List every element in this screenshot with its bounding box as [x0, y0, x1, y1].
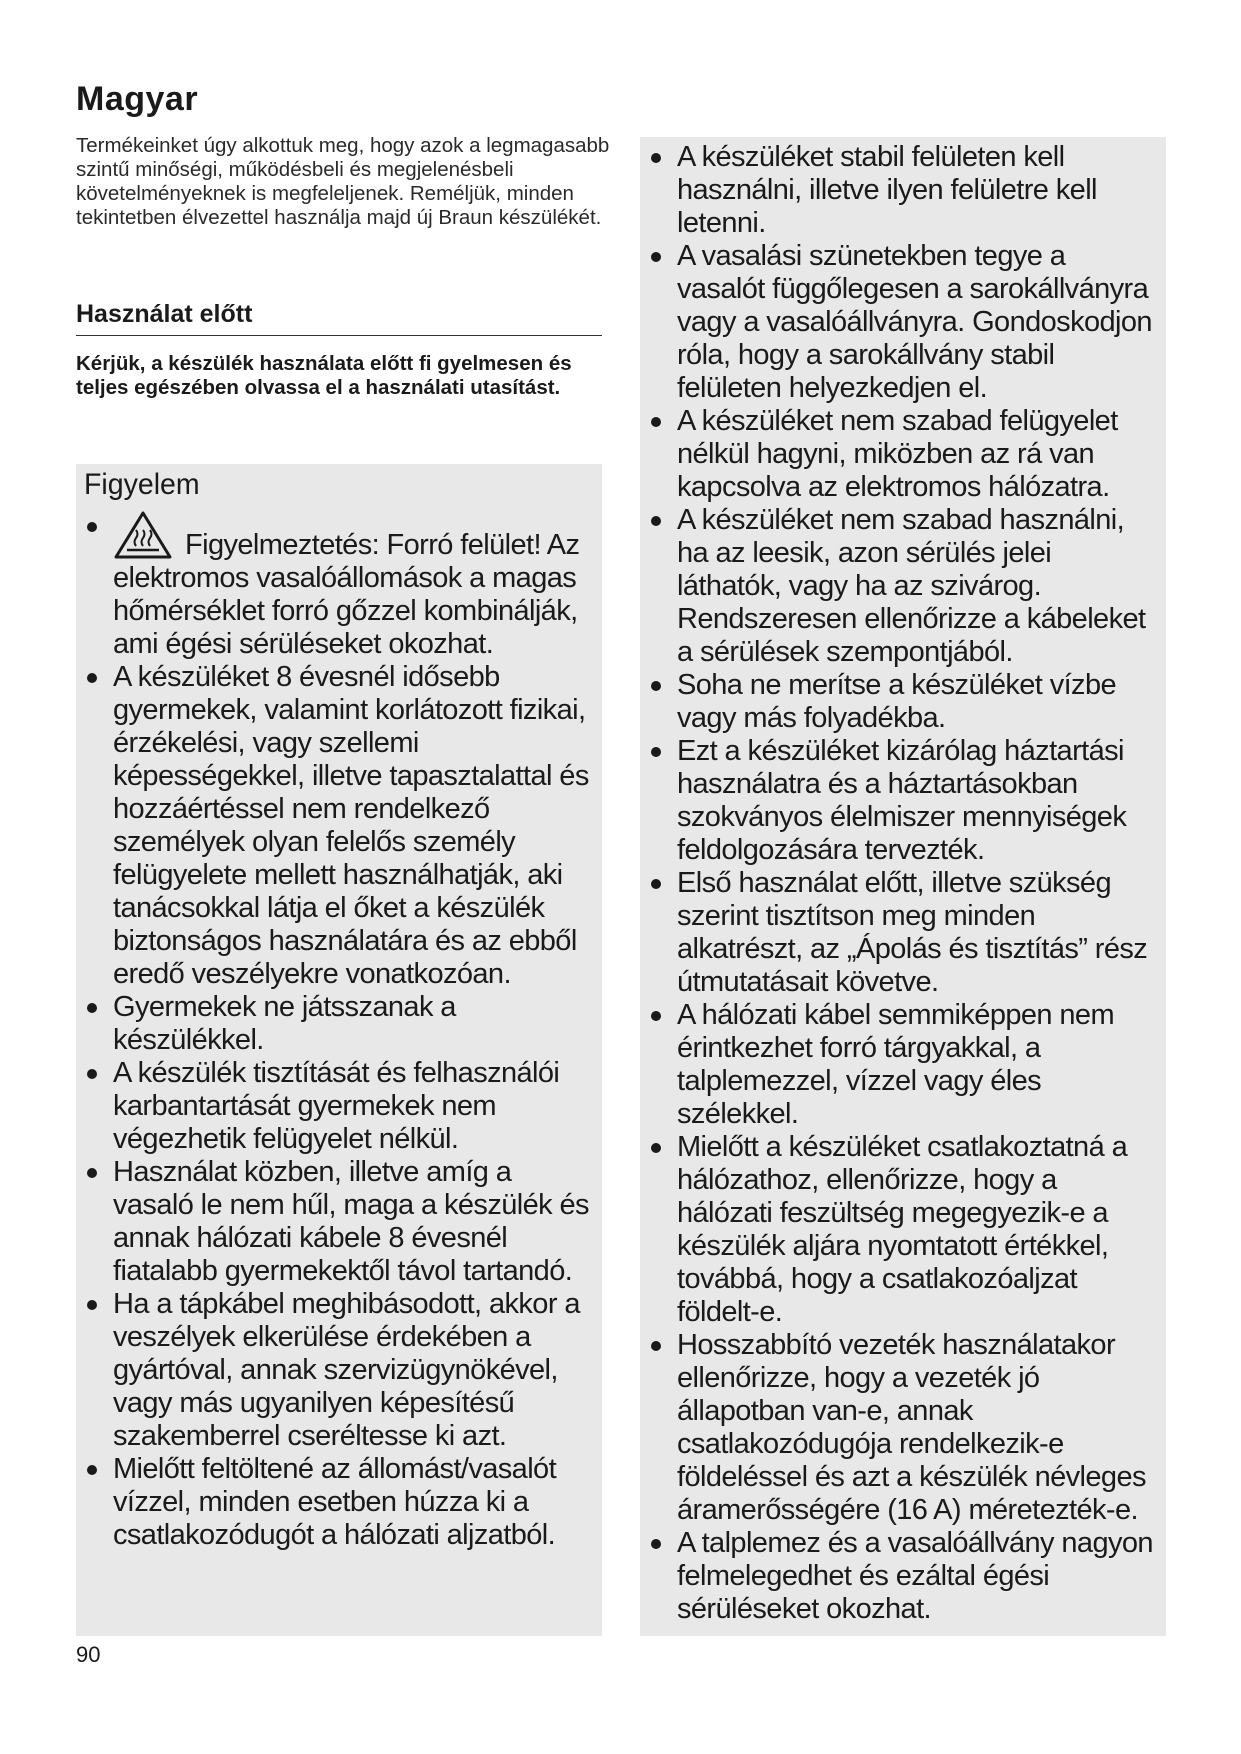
safety-panel: [640, 137, 1166, 1636]
language-title: Magyar: [76, 80, 199, 118]
list-item: Mielőtt a készüléket csatlakoztatná a hálózathoz, ellenőrizze, hogy a hálózati feszültség megegyezik-e a készülék aljára nyomtatott értékkel, továbbá, hogy a csatlakozóaljzat földelt-e.: [648, 1131, 1158, 1329]
intro-paragraph: Termékeinket úgy alkottuk meg, hogy azok a legmagasabb szintű minőségi, működésbeli és megjelenésbeli követelményeknek is megfeleljenek. Reméljük, minden tekintetben élvezettel használja majd új Braun készülékét.: [76, 134, 610, 229]
list-item: A talplemez és a vasalóállvány nagyon felmelegedhet és ezáltal égési sérüléseket okozhat.: [648, 1527, 1158, 1626]
list-item: A készüléket 8 évesnél idősebb gyermekek, valamint korlátozott fizikai, érzékelési, vagy szellemi képességekkel, illetve tapasztalattal és hozzáértéssel nem rendelkező személyek olyan felelős személy felügyelete mellett használhatják, aki tanácsokkal látja el őket a készülék biztonságos használatára és az ebből eredő veszélyekre vonatkozóan.: [84, 661, 594, 991]
safety-list: [648, 141, 1158, 1626]
list-item: Mielőtt feltöltené az állomást/vasalót vízzel, minden esetben húzza ki a csatlakozódugót a hálózati aljzatból.: [84, 1453, 594, 1552]
hot-surface-warning-icon: [113, 510, 173, 560]
list-item: Első használat előtt, illetve szükség szerint tisztítson meg minden alkatrészt, az „Ápolás és tisztítás” rész útmutatásait követve.: [648, 867, 1158, 999]
read-instructions-note: Kérjük, a készülék használata előtt fi gyelmesen és teljes egészében olvassa el a használati utasítást.: [76, 352, 572, 399]
list-item: Ezt a készüléket kizárólag háztartási használatra és a háztartásokban szokványos élelmiszer mennyiségek feldolgozására tervezték.: [648, 735, 1158, 867]
list-item: Hosszabbító vezeték használatakor ellenőrizze, hogy a vezeték jó állapotban van-e, annak csatlakozódugója rendelkezik-e földeléssel és azt a készülék névleges áramerősségére (16 A) méretezték-e.: [648, 1329, 1158, 1527]
list-item: A vasalási szünetekben tegye a vasalót függőlegesen a sarokállványra vagy a vasalóállványra. Gondoskodjon róla, hogy a sarokállvány stabil felületen helyezkedjen el.: [648, 240, 1158, 405]
warning-list: [84, 510, 594, 1552]
page-number: 90: [76, 1642, 101, 1667]
section-heading: Használat előtt: [76, 300, 602, 336]
list-item: Figyelmeztetés: Forró felület! Az elektromos vasalóállomások a magas hőmérséklet forró gőzzel kombinálják, ami égési sérüléseket okozhat.: [84, 510, 594, 661]
list-item: A készüléket nem szabad felügyelet nélkül hagyni, miközben az rá van kapcsolva az elektromos hálózatra.: [648, 405, 1158, 504]
list-item: Gyermekek ne játsszanak a készülékkel.: [84, 991, 594, 1057]
list-item: Ha a tápkábel meghibásodott, akkor a veszélyek elkerülése érdekében a gyártóval, annak szervizügynökével, vagy más ugyanilyen képesítésű szakemberrel cseréltesse ki azt.: [84, 1288, 594, 1453]
list-item: Soha ne merítse a készüléket vízbe vagy más folyadékba.: [648, 669, 1158, 735]
list-item: A készülék tisztítását és felhasználói karbantartását gyermekek nem végezhetik felügyelet nélkül.: [84, 1057, 594, 1156]
warning-panel: [76, 464, 602, 1636]
warning-panel-title: Figyelem: [84, 468, 200, 501]
list-item: A készüléket stabil felületen kell használni, illetve ilyen felületre kell letenni.: [648, 141, 1158, 240]
list-item: Használat közben, illetve amíg a vasaló le nem hűl, maga a készülék és annak hálózati kábele 8 évesnél fiatalabb gyermekektől távol tartandó.: [84, 1156, 594, 1288]
list-item: A hálózati kábel semmiképpen nem érintkezhet forró tárgyakkal, a talplemezzel, vízzel vagy éles szélekkel.: [648, 999, 1158, 1131]
list-item: A készüléket nem szabad használni, ha az leesik, azon sérülés jelei láthatók, vagy ha az szivárog. Rendszeresen ellenőrizze a kábeleket a sérülések szempontjából.: [648, 504, 1158, 669]
